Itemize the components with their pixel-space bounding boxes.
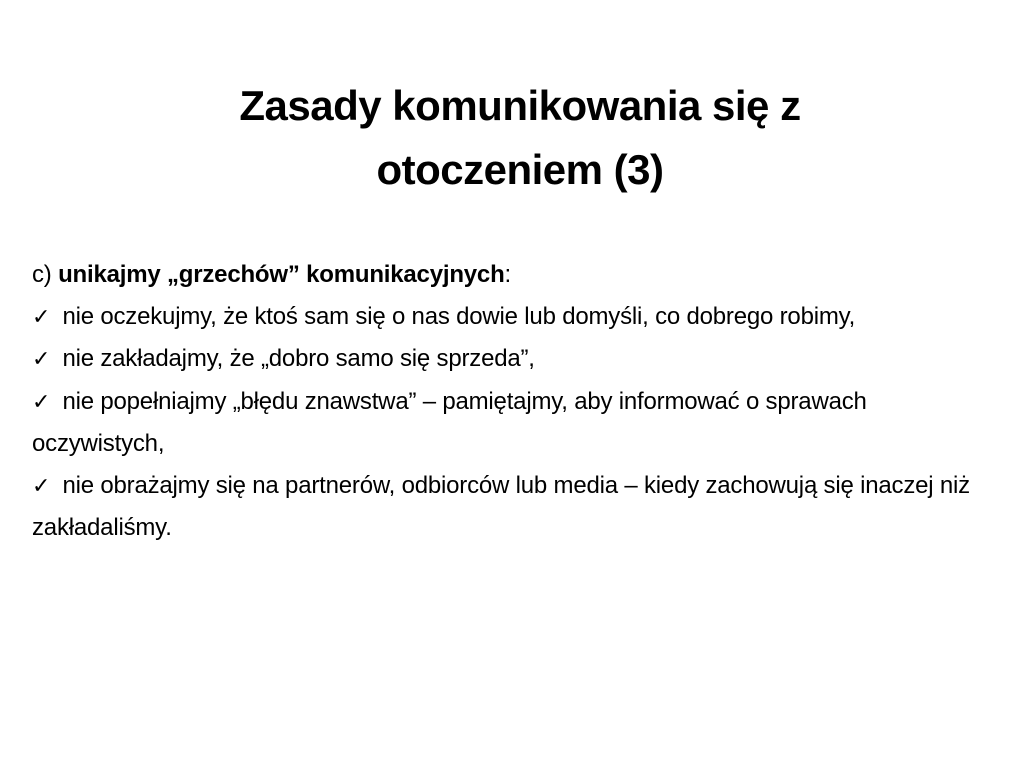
intro-prefix: c) xyxy=(32,261,59,288)
bullet-text: nie obrażajmy się na partnerów, odbiorców lub media – kiedy zachowują się inaczej niż zakładaliśmy. xyxy=(32,471,970,541)
slide-title-line-1: Zasady komunikowania się z xyxy=(239,82,801,129)
checkmark-icon: ✓ xyxy=(32,473,51,499)
slide-title-line-2: otoczeniem (3) xyxy=(376,146,664,193)
bullet-text: nie popełniajmy „błędu znawstwa” – pamiętajmy, aby informować o sprawach oczywistych, xyxy=(32,387,867,457)
intro-line xyxy=(32,254,1002,296)
slide-body xyxy=(32,254,1002,549)
bullet-item xyxy=(32,381,1002,465)
bullet-item xyxy=(32,338,1002,381)
checkmark-icon: ✓ xyxy=(32,304,51,330)
slide-title xyxy=(150,74,890,202)
checkmark-icon: ✓ xyxy=(32,347,51,372)
bullet-item xyxy=(32,296,1002,339)
intro-bold-text: unikajmy „grzechów” komunikacyjnych xyxy=(58,261,505,288)
intro-suffix: : xyxy=(504,261,512,288)
bullet-text: nie oczekujmy, że ktoś sam się o nas dowie lub domyśli, co dobrego robimy, xyxy=(56,302,856,330)
bullet-text: nie zakładajmy, że „dobro samo się sprzeda”, xyxy=(56,345,535,372)
bullet-item xyxy=(32,465,1002,549)
checkmark-icon: ✓ xyxy=(32,389,51,415)
